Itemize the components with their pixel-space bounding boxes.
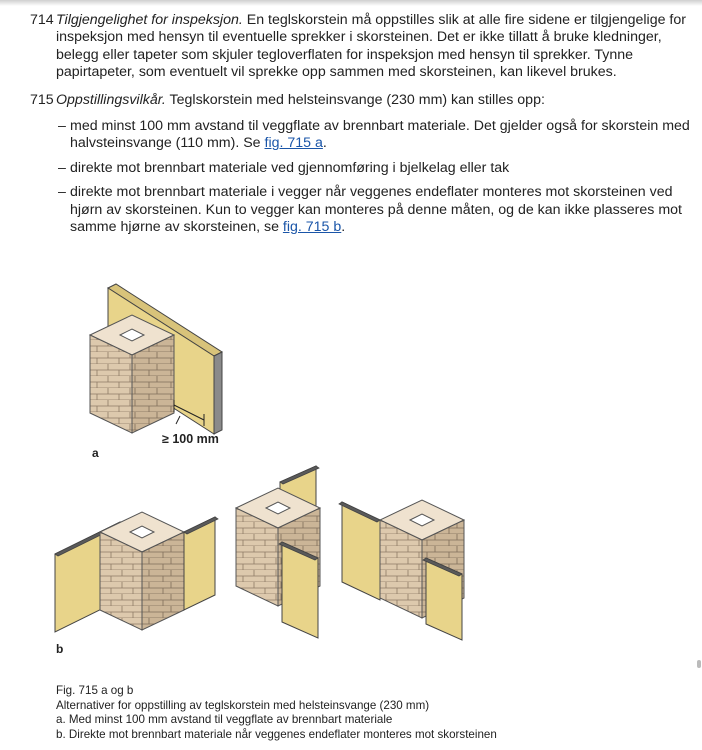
section-text: En teglskorstein må oppstilles slik at alle fire sidene er tilgjengelige for inspeksjon med hensyn til eventuelle sprekker i skorsteinen. Det er ikke tillatt å bruke kledninger, belegg eller tapeter som skjuler tegloverflaten for inspeksjon med hensyn til sprekker. Tynne papirtapeter, som eventuelt vil sprekke opp sammen med skorsteinen, kan likevel brukes. [56, 12, 686, 81]
section-number: 715 [30, 92, 54, 108]
list-item-end: . [341, 219, 346, 236]
list-item [58, 160, 698, 177]
list-dash: – [58, 118, 66, 134]
arrangement-1 [55, 512, 218, 632]
caption-line: a. Med minst 100 mm avstand til veggflate av brennbart materiale [56, 713, 393, 726]
list-item-text: med minst 100 mm avstand til veggflate av brennbart materiale. Det gjelder også for skorstein med halvsteinsvange (110 mm). Se [70, 118, 690, 152]
section-body [56, 92, 692, 109]
figure-link-715a[interactable]: fig. 715 a [264, 135, 323, 152]
caption-title: Fig. 715 a og b [56, 684, 134, 697]
caption-line: Alternativer for oppstilling av teglskorstein med helsteinsvange (230 mm) [56, 698, 430, 712]
arrangement-3 [339, 500, 464, 640]
section-number: 714 [30, 12, 54, 28]
figure-caption [56, 684, 497, 742]
figure-715b-illustration [50, 462, 490, 662]
scroll-indicator [697, 660, 701, 668]
chimney-block [90, 315, 174, 433]
list-item [58, 118, 698, 153]
list-item [58, 184, 698, 236]
list-item-text: direkte mot brennbart materiale ved gjennomføring i bjelkelag eller tak [70, 159, 510, 176]
top-edge-shadow [0, 0, 702, 6]
caption-line: b. Direkte mot brennbart materiale når veggenes endeflater monteres mot skorsteinen [56, 727, 497, 741]
arrangement-2 [236, 466, 320, 638]
list-item-end: . [322, 135, 327, 152]
section-title: Tilgjengelighet for inspeksjon. [56, 12, 243, 28]
section-body [56, 12, 692, 82]
condition-list [58, 118, 698, 243]
section-text: Teglskorstein med helsteinsvange (230 mm) kan stilles opp: [165, 92, 545, 108]
figure-label-a: a [92, 446, 99, 460]
dimension-label: ≥ 100 mm [162, 432, 219, 446]
section-title: Oppstillingsvilkår. [56, 92, 166, 108]
list-item-text: direkte mot brennbart materiale i vegger når veggenes endeflater monteres mot skorsteinen ved hjørn av skorsteinen. Kun to vegger kan monteres på denne måten, og de kan ikke plasseres mot samme hjørne av skorsteinen, se [70, 184, 682, 236]
section-714 [32, 12, 692, 82]
list-dash: – [58, 159, 66, 176]
figure-link-715b[interactable]: fig. 715 b [282, 219, 342, 236]
list-dash: – [58, 184, 66, 201]
figure-label-b: b [56, 642, 64, 656]
section-715 [32, 92, 692, 109]
